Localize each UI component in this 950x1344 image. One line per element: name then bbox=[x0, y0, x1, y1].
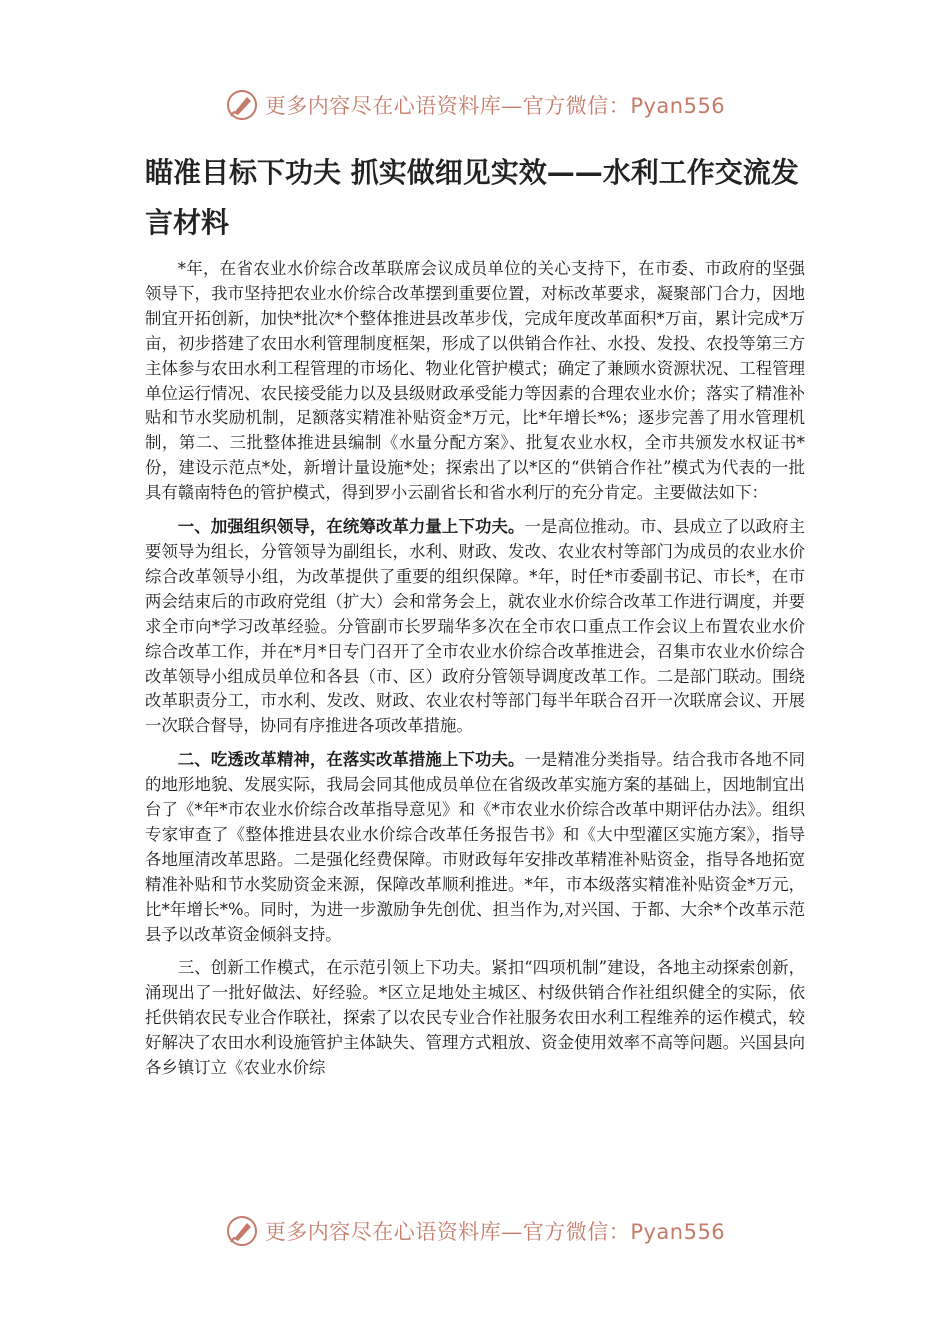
watermark-text: 更多内容尽在心语资料库—官方微信：Pyan556 bbox=[264, 1220, 726, 1244]
section-2-heading: 二、吃透改革精神，在落实改革措施上下功夫。 bbox=[177, 750, 525, 770]
section-2-body: 一是精准分类指导。结合我市各地不同的地形地貌、发展实际，我局会同其他成员单位在省级改革实施方案的基础上，因地制宜出台了《*年*市农业水价综合改革指导意见》和《*市农业水价综合改革中期评估办法》。组织专家审查了《整体推进县农业水价综合改革任务报告书》和《大中型灌区实施方案》，指导各地厘清改革思路。二是强化经费保障。市财政每年安排改革精准补贴资金，指导各地拓宽精准补贴和节水奖励资金来源，保障改革顺利推进。*年，市本级落实精准补贴资金*万元，比*年增长*%。同时，为进一步激励争先创优、担当作为,对兴国、于都、大余*个改革示范县予以改革资金倾斜支持。 bbox=[145, 750, 806, 944]
section-2-paragraph bbox=[145, 748, 805, 947]
section-1-body: 一是高位推动。市、县成立了以政府主要领导为组长，分管领导为副组长，水利、财政、发改、农业农村等部门为成员的农业水价综合改革领导小组，为改革提供了重要的组织保障。*年，时任*市委副书记、市长*，在市两会结束后的市政府党组（扩大）会和常务会上，就农业水价综合改革工作进行调度，并要求全市向*学习改革经验。分管副市长罗瑞华多次在全市农口重点工作会议上布置农业水价综合改革工作，并在*月*日专门召开了全市农业水价综合改革推进会，召集市农业水价综合改革领导小组成员单位和各县（市、区）政府分管领导调度改革工作。二是部门联动。围绕改革职责分工，市水利、发改、财政、农业农村等部门每半年联合召开一次联席会议、开展一次联合督导，协同有序推进各项改革措施。 bbox=[145, 517, 806, 736]
section-3-paragraph: 三、创新工作模式，在示范引领上下功夫。紧扣“四项机制”建设，各地主动探索创新，涌现出了一批好做法、好经验。*区立足地处主城区、村级供销合作社组织健全的实际，依托供销农民专业合作联社，探索了以农民专业合作社服务农田水利工程维养的运作模式，较好解决了农田水利设施管护主体缺失、管理方式粗放、资金使用效率不高等问题。兴国县向各乡镇订立《农业水价综 bbox=[145, 958, 805, 1078]
watermark-banner-top bbox=[0, 85, 950, 125]
document-title: 瞄准目标下功夫 抓实做细见实效——水利工作交流发言材料 bbox=[145, 156, 799, 239]
wechat-id: Pyan556 bbox=[630, 1220, 726, 1244]
section-1-heading: 一、加强组织领导，在统筹改革力量上下功夫。 bbox=[177, 517, 525, 537]
pen-logo-icon bbox=[225, 1214, 259, 1248]
watermark-text: 更多内容尽在心语资料库—官方微信：Pyan556 bbox=[264, 94, 726, 118]
intro-paragraph: *年，在省农业水价综合改革联席会议成员单位的关心支持下，在市委、市政府的坚强领导下，我市坚持把农业水价综合改革摆到重要位置，对标改革要求，凝聚部门合力，因地制宜开拓创新，加快*批次*个整体推进县改革步伐，完成年度改革面积*万亩，累计完成*万亩，初步搭建了农田水利管理制度框架，形成了以供销合作社、水投、发投、农投等第三方主体参与农田水利工程管理的市场化、物业化管护模式；确定了兼顾水资源状况、工程管理单位运行情况、农民接受能力以及县级财政承受能力等因素的合理农业水价；落实了精准补贴和节水奖励机制，足额落实精准补贴资金*万元，比*年增长*%；逐步完善了用水管理机制，第二、三批整体推进县编制《水量分配方案》、批复农业水权，全市共颁发水权证书*份，建设示范点*处，新增计量设施*处；探索出了以*区的“供销合作社”模式为代表的一批具有赣南特色的管护模式，得到罗小云副省长和省水利厅的充分肯定。主要做法如下： bbox=[145, 259, 805, 503]
wechat-id: Pyan556 bbox=[630, 94, 726, 118]
watermark-banner-bottom bbox=[0, 1211, 950, 1251]
section-1-paragraph bbox=[145, 515, 805, 739]
pen-logo-icon bbox=[225, 88, 259, 122]
document-body bbox=[145, 257, 805, 1090]
